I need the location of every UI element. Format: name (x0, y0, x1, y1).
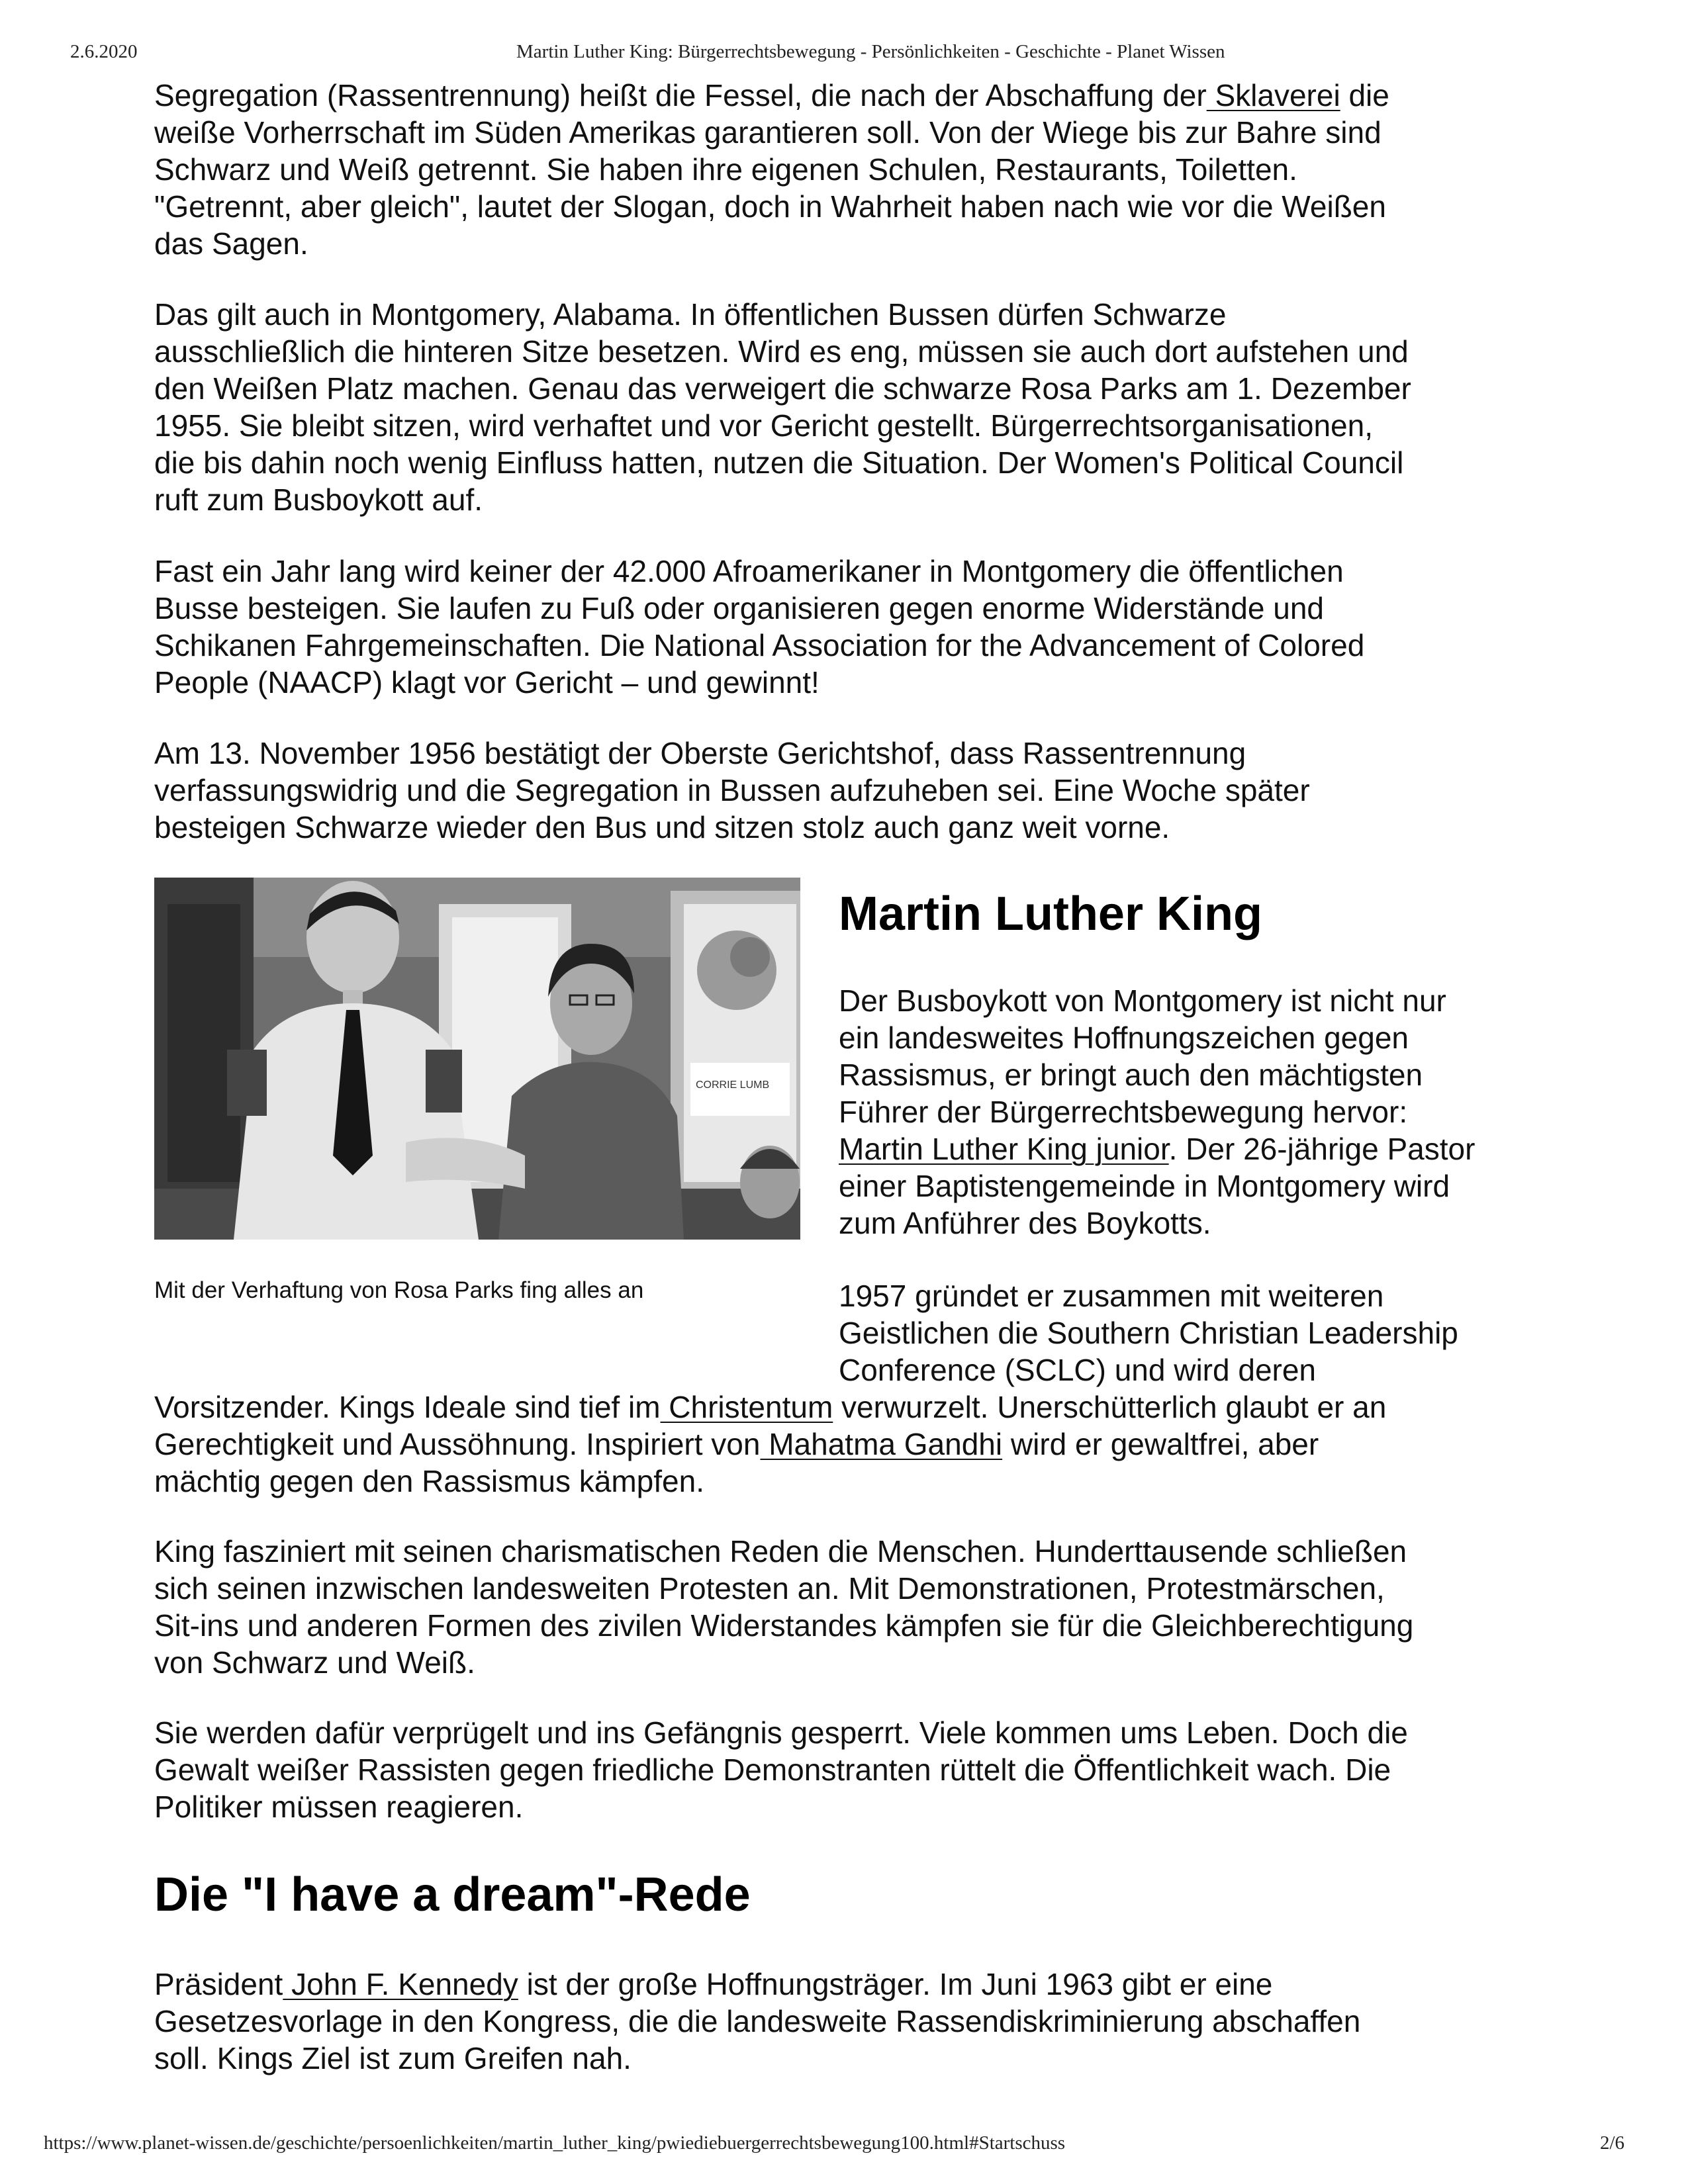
print-page-title: Martin Luther King: Bürgerrechtsbewegung - Persönlichkeiten - Geschichte - Planet Wissen (516, 41, 1225, 62)
paragraph-busboykott: Der Busboykott von Montgomery ist nicht nur ein landesweites Hoffnungszeichen gegen Rassismus, er bringt auch den mächtigsten Führer der Bürgerrechtsbewegung hervor: Martin Luther King junior. Der 26-jährige Pastor einer Baptistengemeinde in Montgomery wird zum Anführer des Boykotts. (839, 983, 1476, 1240)
paragraph-segregation: Segregation (Rassentrennung) heißt die Fessel, die nach der Abschaffung der Sklaverei die weiße Vorherrschaft im Süden Amerikas garantieren soll. Von der Wiege bis zur Bahre sind Schwarz und Weiß getrennt. Sie haben ihre eigenen Schulen, Restaurants, Toiletten. "Getrennt, aber gleich", lautet der Slogan, doch in Wahrheit haben nach wie vor die Weißen das Sagen. (154, 78, 1389, 261)
photo-caption: Mit der Verhaftung von Rosa Parks fing alles an (154, 1277, 644, 1303)
poster-text: CORRIE LUMB (696, 1079, 770, 1091)
print-date: 2.6.2020 (70, 41, 138, 62)
paragraph-sclc-top: 1957 gründet er zusammen mit weiteren Geistlichen die Southern Christian Leadership Conference (SCLC) und wird deren (839, 1279, 1458, 1387)
paragraph-supreme-court: Am 13. November 1956 bestätigt der Oberste Gerichtshof, dass Rassentrennung verfassungswidrig und die Segregation in Bussen aufzuheben sei. Eine Woche später besteigen Schwarze wieder den Bus und sitzen stolz auch ganz weit vorne. (154, 736, 1310, 844)
link-john-f-kennedy[interactable]: John F. Kennedy (283, 1967, 518, 2001)
paragraph-violence: Sie werden dafür verprügelt und ins Gefängnis gesperrt. Viele kommen ums Leben. Doch die Gewalt weißer Rassisten gegen friedliche Demonstranten rüttelt die Öffentlichkeit wach. Die Politiker müssen reagieren. (154, 1715, 1408, 1824)
print-url: https://www.planet-wissen.de/geschichte/persoenlichkeiten/martin_luther_king/pwiediebuergerrechtsbewegung100.html#Startschuss (44, 2132, 1066, 2154)
paragraph-kennedy: Präsident John F. Kennedy ist der große Hoffnungsträger. Im Juni 1963 gibt er eine Gesetzesvorlage in den Kongress, die die landesweite Rassendiskriminierung abschaffen soll. Kings Ziel ist zum Greifen nah. (154, 1967, 1361, 2075)
paragraph-charisma: King fasziniert mit seinen charismatischen Reden die Menschen. Hunderttausende schließen sich seinen inzwischen landesweiten Protesten an. Mit Demonstrationen, Protestmärschen, Sit-ins und anderen Formen des zivilen Widerstandes kämpfen sie für die Gleichberechtigung von Schwarz und Weiß. (154, 1534, 1414, 1680)
link-mahatma-gandhi[interactable]: Mahatma Gandhi (760, 1427, 1003, 1461)
page-number: 2/6 (1599, 2132, 1624, 2154)
heading-martin-luther-king: Martin Luther King (839, 887, 1262, 940)
paragraph-sclc-bottom: Vorsitzender. Kings Ideale sind tief im Christentum verwurzelt. Unerschütterlich glaubt er an Gerechtigkeit und Aussöhnung. Inspiriert von Mahatma Gandhi wird er gewaltfrei, aber mächtig gegen den Rassismus kämpfen. (154, 1390, 1387, 1498)
paragraph-montgomery: Das gilt auch in Montgomery, Alabama. In öffentlichen Bussen dürfen Schwarze ausschließlich die hinteren Sitze besetzen. Wird es eng, müssen sie auch dort aufstehen und den Weißen Platz machen. Genau das verweigert die schwarze Rosa Parks am 1. Dezember 1955. Sie bleibt sitzen, wird verhaftet und vor Gericht gestellt. Bürgerrechtsorganisationen, die bis dahin noch wenig Einfluss hatten, nutzen die Situation. Der Women's Political Council ruft zum Busboykott auf. (154, 297, 1411, 517)
link-martin-luther-king-junior[interactable]: Martin Luther King junior (839, 1132, 1169, 1166)
heading-i-have-a-dream: Die "I have a dream"-Rede (154, 1868, 751, 1921)
link-sklaverei[interactable]: Sklaverei (1206, 78, 1340, 113)
rosa-parks-photo (154, 878, 800, 1240)
link-christentum[interactable]: Christentum (660, 1390, 833, 1424)
paragraph-boycott: Fast ein Jahr lang wird keiner der 42.000 Afroamerikaner in Montgomery die öffentlichen Busse besteigen. Sie laufen zu Fuß oder organisieren gegen enorme Widerstände und Schikanen Fahrgemeinschaften. Die National Association for the Advancement of Colored People (NAACP) klagt vor Gericht – und gewinnt! (154, 554, 1365, 700)
